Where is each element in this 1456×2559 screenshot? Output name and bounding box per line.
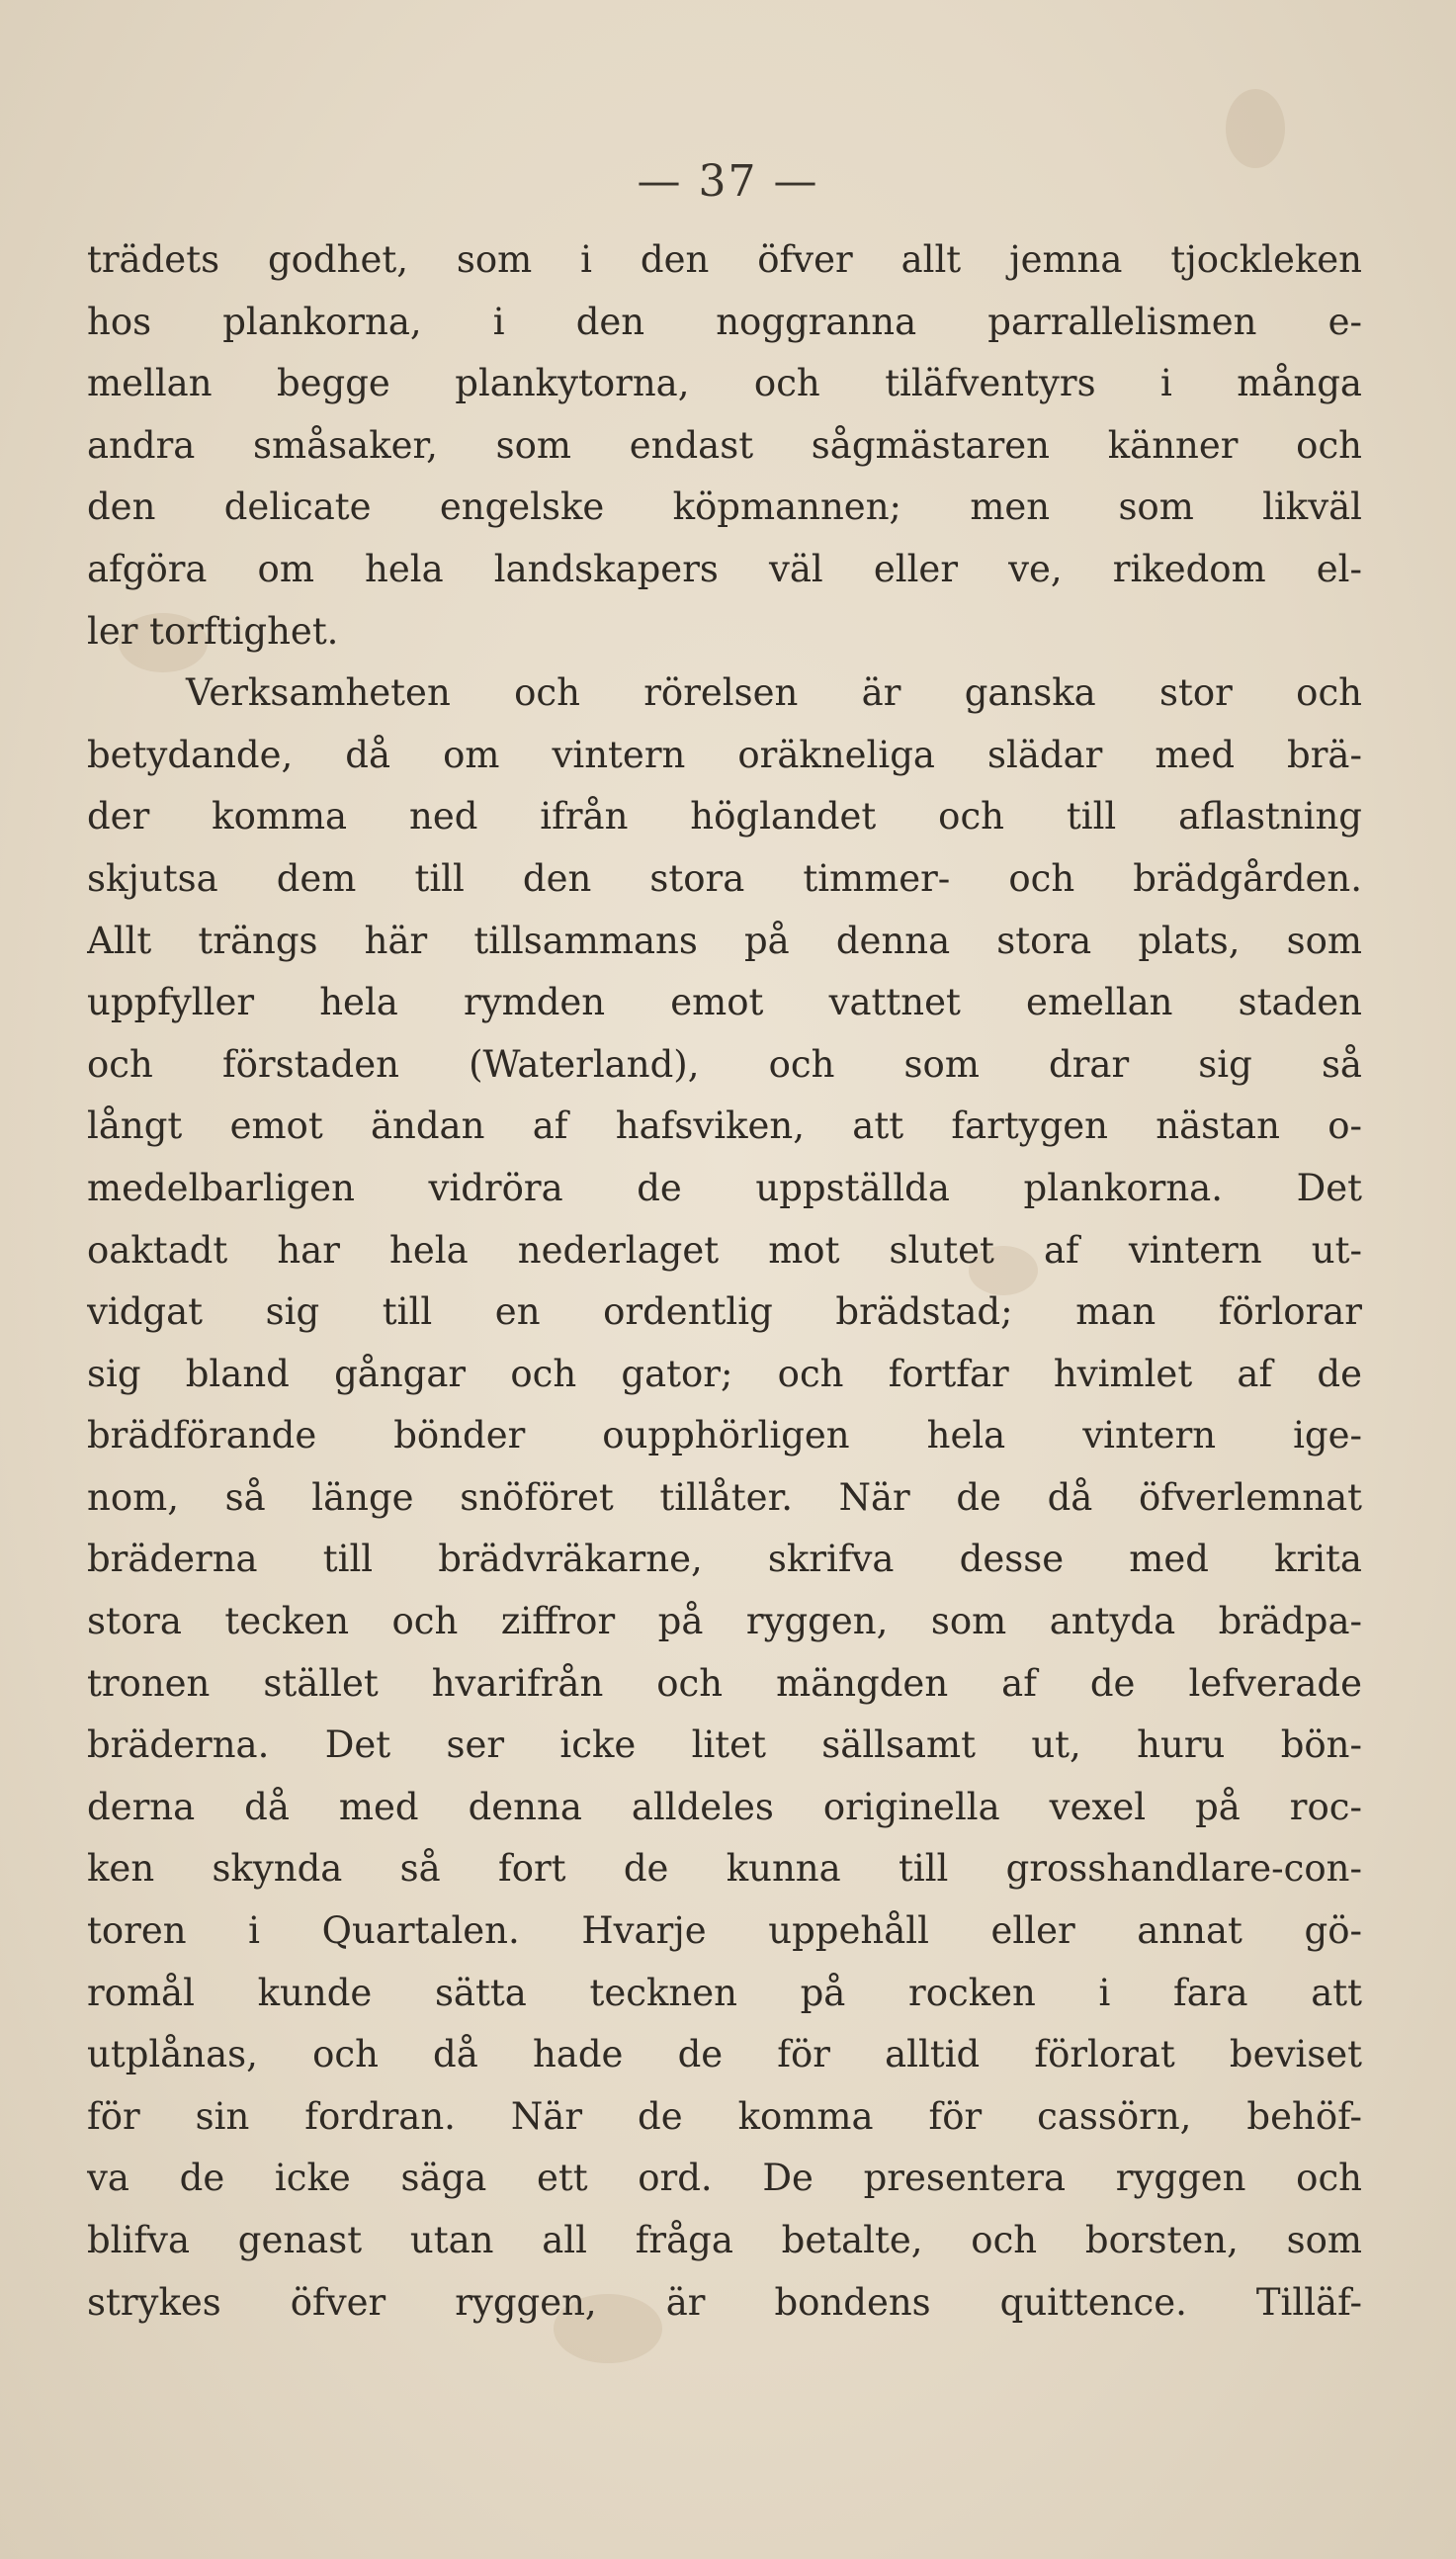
text-line: ken skynda så fort de kunna till grosshandlare-con- xyxy=(87,1847,1362,1891)
text-line: romål kunde sätta tecknen på rocken i fara att xyxy=(87,1971,1362,2014)
text-line: va de icke säga ett ord. De presentera ryggen och xyxy=(87,2157,1362,2200)
text-line: den delicate engelske köpmannen; men som likväl xyxy=(87,485,1362,529)
text-line: uppfyller hela rymden emot vattnet emellan staden xyxy=(87,981,1362,1024)
text-line: trädets godhet, som i den öfver allt jemna tjockleken xyxy=(87,238,1362,281)
text-line: mellan begge plankytorna, och tiläfventyrs i många xyxy=(87,362,1362,405)
page-number: — 37 — xyxy=(637,156,819,207)
text-line: hos plankorna, i den noggranna parrallelismen e- xyxy=(87,300,1362,343)
text-line: medelbarligen vidröra de uppställda plankorna. Det xyxy=(87,1166,1362,1209)
text-line: brädförande bönder oupphörligen hela vintern ige- xyxy=(87,1414,1362,1457)
text-line: långt emot ändan af hafsviken, att fartygen nästan o- xyxy=(87,1104,1362,1148)
text-line: vidgat sig till en ordentlig brädstad; man förlorar xyxy=(87,1290,1362,1334)
text-line: ler torftighet. xyxy=(87,609,339,653)
text-line: bräderna. Det ser icke litet sällsamt ut, huru bön- xyxy=(87,1723,1362,1767)
text-line: strykes öfver ryggen, är bondens quittence. Tilläf- xyxy=(87,2280,1362,2324)
text-line: Verksamheten och rörelsen är ganska stor och xyxy=(186,671,1362,715)
text-line: skjutsa dem till den stora timmer- och brädgården. xyxy=(87,856,1362,900)
text-line: afgöra om hela landskapers väl eller ve, rikedom el- xyxy=(87,547,1362,590)
body-text xyxy=(87,229,1362,2334)
text-line: betydande, då om vintern oräkneliga slädar med brä- xyxy=(87,733,1362,776)
text-line: tronen stället hvarifrån och mängden af de lefverade xyxy=(87,1661,1362,1705)
text-line: derna då med denna alldeles originella vexel på roc- xyxy=(87,1785,1362,1828)
text-line: der komma ned ifrån höglandet och till aflastning xyxy=(87,795,1362,838)
text-line: sig bland gångar och gator; och fortfar hvimlet af de xyxy=(87,1352,1362,1395)
text-line: utplånas, och då hade de för alltid förlorat beviset xyxy=(87,2033,1362,2076)
text-line: Allt trängs här tillsammans på denna stora plats, som xyxy=(87,919,1362,962)
text-line: nom, så länge snöföret tillåter. När de då öfverlemnat xyxy=(87,1475,1362,1519)
text-line: stora tecken och ziffror på ryggen, som antyda brädpa- xyxy=(87,1600,1362,1643)
text-line: toren i Quartalen. Hvarje uppehåll eller annat gö- xyxy=(87,1909,1362,1953)
text-line: bräderna till brädvräkarne, skrifva desse med krita xyxy=(87,1538,1362,1581)
text-line: andra småsaker, som endast sågmästaren känner och xyxy=(87,423,1362,467)
text-line: för sin fordran. När de komma för cassörn, behöf- xyxy=(87,2094,1362,2138)
text-line: oaktadt har hela nederlaget mot slutet af vintern ut- xyxy=(87,1228,1362,1272)
text-line: blifva genast utan all fråga betalte, och borsten, som xyxy=(87,2219,1362,2261)
text-line: och förstaden (Waterland), och som drar sig så xyxy=(87,1042,1362,1086)
